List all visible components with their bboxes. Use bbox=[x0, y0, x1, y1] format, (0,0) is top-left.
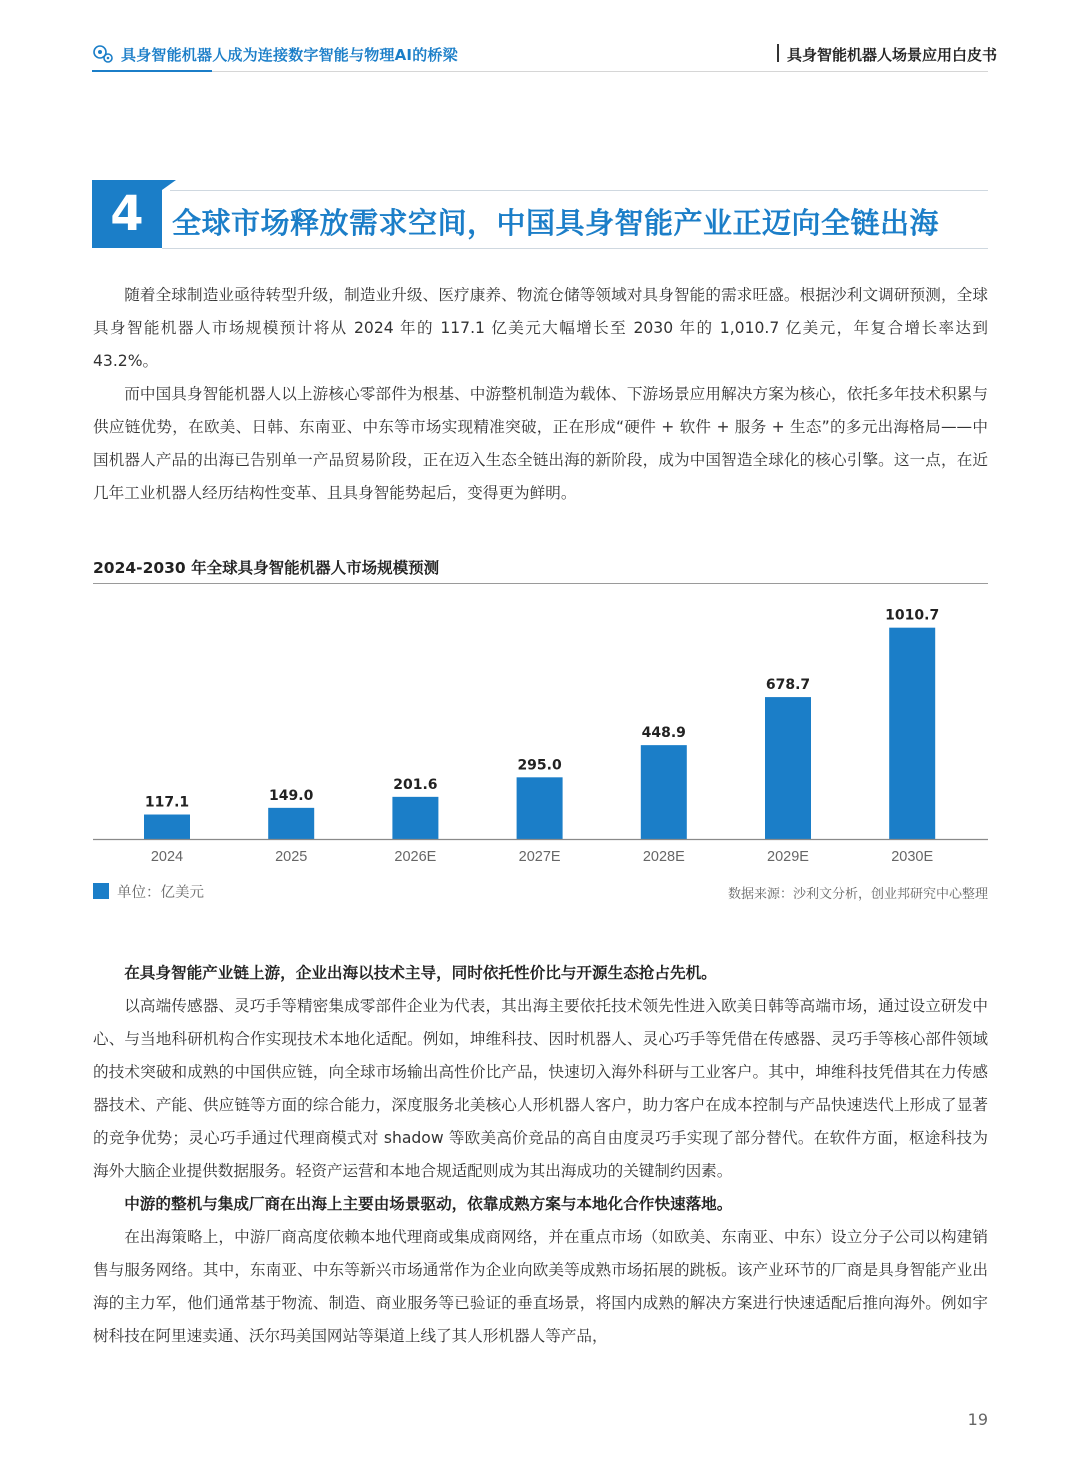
bar-2030E bbox=[889, 628, 935, 839]
intro-paragraph-1: 随着全球制造业亟待转型升级，制造业升级、医疗康养、物流仓储等领域对具身智能的需求旺盛。根据沙利文调研预测，全球具身智能机器人市场规模预计将从 2024 年的 117.1 亿美元大幅增长至 2030 年的 1,010.7 亿美元，年复合增长率达到 43.2%。 bbox=[93, 286, 988, 370]
section-title: 全球市场释放需求空间，中国具身智能产业正迈向全链出海 bbox=[172, 206, 940, 240]
header-right-title: 具身智能机器人场景应用白皮书 bbox=[787, 46, 998, 64]
header-separator bbox=[777, 44, 779, 62]
category-label-2030E: 2030E bbox=[891, 849, 934, 865]
page-number: 19 bbox=[967, 1410, 988, 1429]
category-label-2027E: 2027E bbox=[518, 849, 561, 865]
bar-chart bbox=[93, 584, 988, 874]
value-label-2025: 149.0 bbox=[269, 787, 314, 804]
value-label-2028E: 448.9 bbox=[641, 725, 686, 742]
bar-2026E bbox=[392, 797, 438, 839]
data-source: 数据来源：沙利文分析，创业邦研究中心整理 bbox=[727, 887, 988, 902]
bar-2029E bbox=[765, 697, 811, 839]
body-paragraph-upstream: 以高端传感器、灵巧手等精密集成零部件企业为代表，其出海主要依托技术领先性进入欧美日韩等高端市场，通过设立研发中心、与当地科研机构合作实现技术本地化适配。例如，坤维科技、因时机器人、灵心巧手等凭借在传感器、灵巧手等核心部件领域的技术突破和成熟的中国供应链，向全球市场输出高性价比产品，快速切入海外科研与工业客户。其中，坤维科技凭借其在力传感器技术、产能、供应链等方面的综合能力，深度服务北美核心人形机器人客户，助力客户在成本控制与产品快速迭代上形成了显著的竞争优势；灵心巧手通过代理商模式对 shadow 等欧美高价竞品的高自由度灵巧手实现了部分替代。在软件方面，枢途科技为海外大脑企业提供数据服务。轻资产运营和本地合规适配则成为其出海成功的关键制约因素。 bbox=[93, 997, 988, 1180]
category-label-2026E: 2026E bbox=[394, 849, 437, 865]
intro-paragraph-2: 而中国具身智能机器人以上游核心零部件为根基、中游整机制造为载体、下游场景应用解决方案为核心，依托多年技术积累与供应链优势，在欧美、日韩、东南亚、中东等市场实现精准突破，正在形成“硬件 + 软件 + 服务 + 生态”的多元出海格局——中国机器人产品的出海已告别单一产品贸易阶段，正在迈入生态全链出海的新阶段，成为中国智造全球化的核心引擎。这一点，在近几年工业机器人经历结构性变革、且具身智能势起后，变得更为鲜明。 bbox=[93, 385, 988, 502]
body-heading-midstream: 中游的整机与集成厂商在出海上主要由场景驱动，依靠成熟方案与本地化合作快速落地。 bbox=[124, 1195, 733, 1213]
header-rule bbox=[92, 71, 988, 72]
brain-gear-icon bbox=[92, 43, 114, 65]
category-label-2025: 2025 bbox=[275, 849, 308, 865]
bar-2024 bbox=[144, 815, 190, 839]
bar-2027E bbox=[517, 777, 563, 839]
section-notch bbox=[162, 180, 176, 190]
chart-title: 2024-2030 年全球具身智能机器人市场规模预测 bbox=[93, 559, 440, 577]
bar-2028E bbox=[641, 745, 687, 839]
category-label-2029E: 2029E bbox=[767, 849, 809, 865]
legend-swatch bbox=[93, 883, 109, 899]
bar-2025 bbox=[268, 808, 314, 839]
intro-text bbox=[93, 279, 988, 510]
value-label-2027E: 295.0 bbox=[517, 757, 562, 774]
body-text bbox=[93, 957, 988, 1353]
body-heading-upstream: 在具身智能产业链上游，企业出海以技术主导，同时依托性价比与开源生态抢占先机。 bbox=[124, 964, 717, 982]
category-label-2024: 2024 bbox=[150, 849, 184, 865]
header-rule-accent bbox=[92, 70, 212, 72]
value-label-2026E: 201.6 bbox=[393, 776, 438, 793]
section-rule-bottom bbox=[162, 248, 988, 249]
value-label-2029E: 678.7 bbox=[765, 677, 811, 694]
value-label-2030E: 1010.7 bbox=[885, 607, 940, 624]
section-rule-top bbox=[170, 190, 988, 191]
value-label-2024: 117.1 bbox=[144, 794, 190, 811]
section-number: 4 bbox=[110, 186, 144, 242]
category-label-2028E: 2028E bbox=[642, 849, 685, 865]
header-left-title: 具身智能机器人成为连接数字智能与物理AI的桥梁 bbox=[121, 46, 458, 64]
body-paragraph-midstream: 在出海策略上，中游厂商高度依赖本地代理商或集成商网络，并在重点市场（如欧美、东南亚、中东）设立分子公司以构建销售与服务网络。其中，东南亚、中东等新兴市场通常作为企业向欧美等成熟市场拓展的跳板。该产业环节的厂商是具身智能产业出海的主力军，他们通常基于物流、制造、商业服务等已验证的垂直场景，将国内成熟的解决方案进行快速适配后推向海外。例如宇树科技在阿里速卖通、沃尔玛美国网站等渠道上线了其人形机器人等产品， bbox=[93, 1228, 988, 1345]
legend-unit: 单位：亿美元 bbox=[117, 885, 204, 901]
